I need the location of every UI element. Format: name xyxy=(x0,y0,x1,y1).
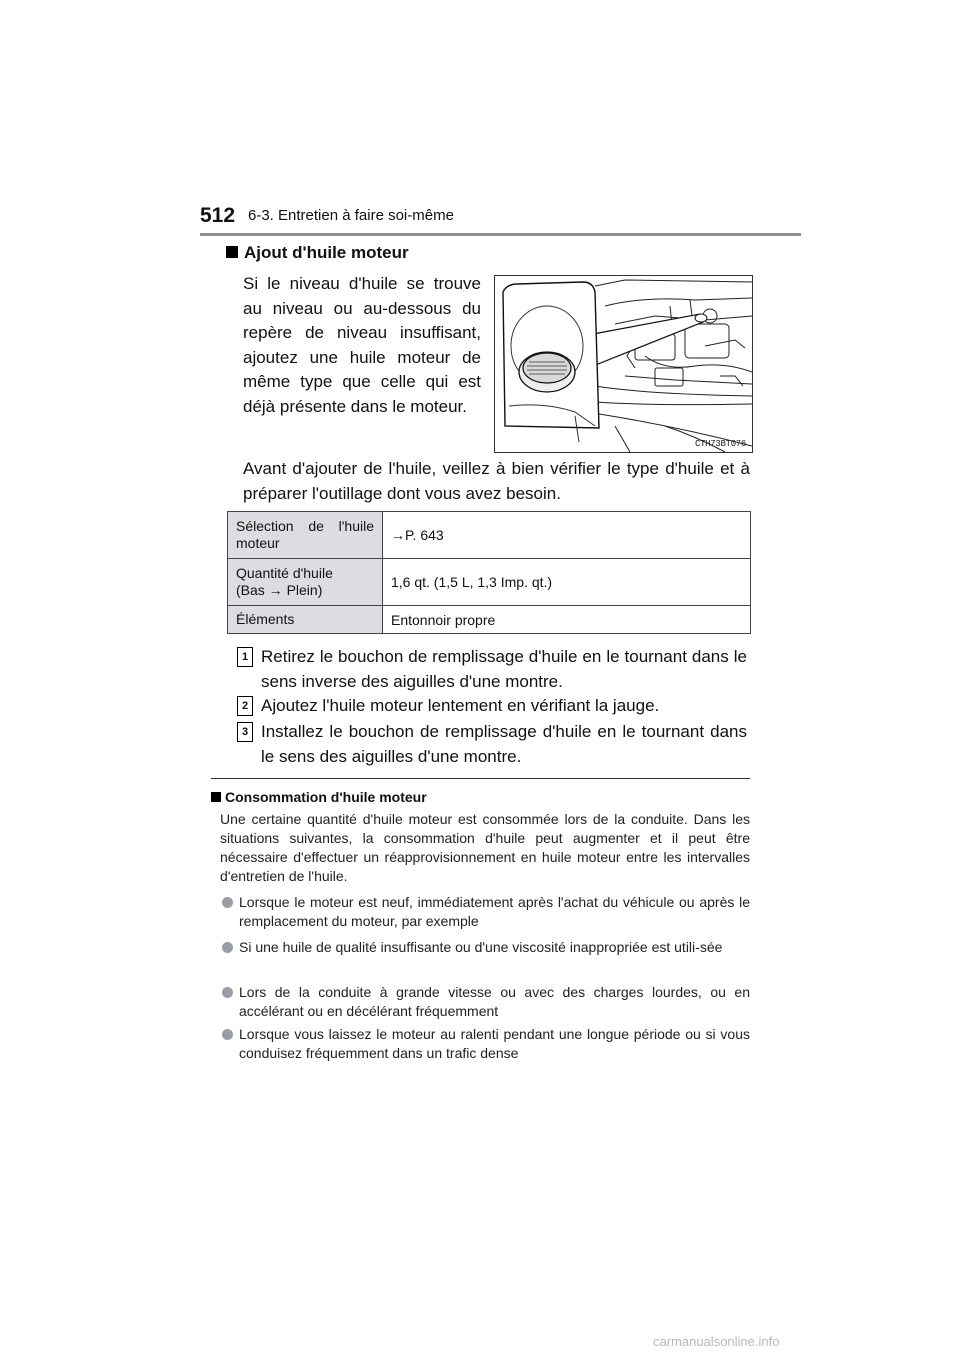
table-label-cell: Éléments xyxy=(228,606,383,634)
list-item xyxy=(222,938,750,957)
table-value-cell: →P. 643 xyxy=(383,512,751,559)
step-1 xyxy=(237,644,747,694)
table-row xyxy=(228,559,751,606)
list-item-text: Lorsque le moteur est neuf, immédiatement après l'achat du véhicule ou après le remplacement du moteur, par exemple xyxy=(239,894,750,929)
list-item-text: Lors de la conduite à grande vitesse ou avec des charges lourdes, ou en accélérant ou en décélérant fréquemment xyxy=(239,984,750,1019)
table-row xyxy=(228,512,751,559)
list-item xyxy=(222,893,750,931)
list-item xyxy=(222,983,750,1021)
section-title: 6-3. Entretien à faire soi-même xyxy=(248,207,454,224)
step-text: Installez le bouchon de remplissage d'huile en le tournant dans le sens des aiguilles d'une montre. xyxy=(261,722,747,766)
figure-code: CTH73BT076 xyxy=(694,439,746,449)
circle-bullet-icon xyxy=(222,897,233,908)
watermark: carmanualsonline.info xyxy=(653,1334,780,1349)
circle-bullet-icon xyxy=(222,987,233,998)
add-oil-preparation-text: Avant d'ajouter de l'huile, veillez à bien vérifier le type d'huile et à préparer l'outillage dont vous avez besoin. xyxy=(243,459,750,503)
square-bullet-icon xyxy=(211,792,221,802)
step-3 xyxy=(237,719,747,769)
list-item-text: Si une huile de qualité insuffisante ou d'une viscosité inappropriée est utili-sée xyxy=(239,939,723,955)
engine-oil-cap-illustration xyxy=(494,275,753,453)
step-2 xyxy=(237,693,747,718)
step-number-badge: 2 xyxy=(237,696,253,716)
square-bullet-icon xyxy=(226,246,238,258)
add-oil-heading-text: Ajout d'huile moteur xyxy=(244,243,409,262)
table-value-cell: Entonnoir propre xyxy=(383,606,751,634)
table-label-cell xyxy=(228,559,383,606)
add-oil-intro: Si le niveau d'huile se trouve au niveau ou au-dessous du repère de niveau insuffisant, ajoutez une huile moteur de même type que celle qui est déjà présente dans le moteur. xyxy=(243,274,481,416)
header-rule xyxy=(200,233,801,236)
table-label-line: Quantité d'huile xyxy=(236,565,333,581)
list-item-text: Lorsque vous laissez le moteur au ralenti pendant une longue période ou si vous conduisez fréquemment dans un trafic dense xyxy=(239,1026,750,1061)
step-text: Retirez le bouchon de remplissage d'huile en le tournant dans le sens inverse des aiguilles d'une montre. xyxy=(261,647,747,691)
circle-bullet-icon xyxy=(222,942,233,953)
add-oil-heading xyxy=(226,243,409,263)
engine-drawing xyxy=(495,276,752,452)
table-label-line: (Bas → Plein) xyxy=(236,582,323,598)
table-label-cell: Sélection de l'huile moteur xyxy=(228,512,383,559)
page-number: 512 xyxy=(200,204,236,227)
step-number-badge: 3 xyxy=(237,722,253,742)
step-number-badge: 1 xyxy=(237,647,253,667)
notes-heading xyxy=(211,789,427,805)
notes-divider xyxy=(211,778,750,779)
notes-heading-text: Consommation d'huile moteur xyxy=(225,789,427,805)
step-text: Ajoutez l'huile moteur lentement en vérifiant la jauge. xyxy=(261,696,660,715)
table-row xyxy=(228,606,751,634)
oil-spec-table xyxy=(227,511,751,634)
table-value-cell: 1,6 qt. (1,5 L, 1,3 Imp. qt.) xyxy=(383,559,751,606)
list-item xyxy=(222,1025,750,1063)
circle-bullet-icon xyxy=(222,1029,233,1040)
notes-paragraph: Une certaine quantité d'huile moteur est consommée lors de la conduite. Dans les situations suivantes, la consommation d'huile peut augmenter et il peut être nécessaire d'effectuer un réapprovisionnement en huile moteur entre les intervalles d'entretien de l'huile. xyxy=(220,811,750,884)
